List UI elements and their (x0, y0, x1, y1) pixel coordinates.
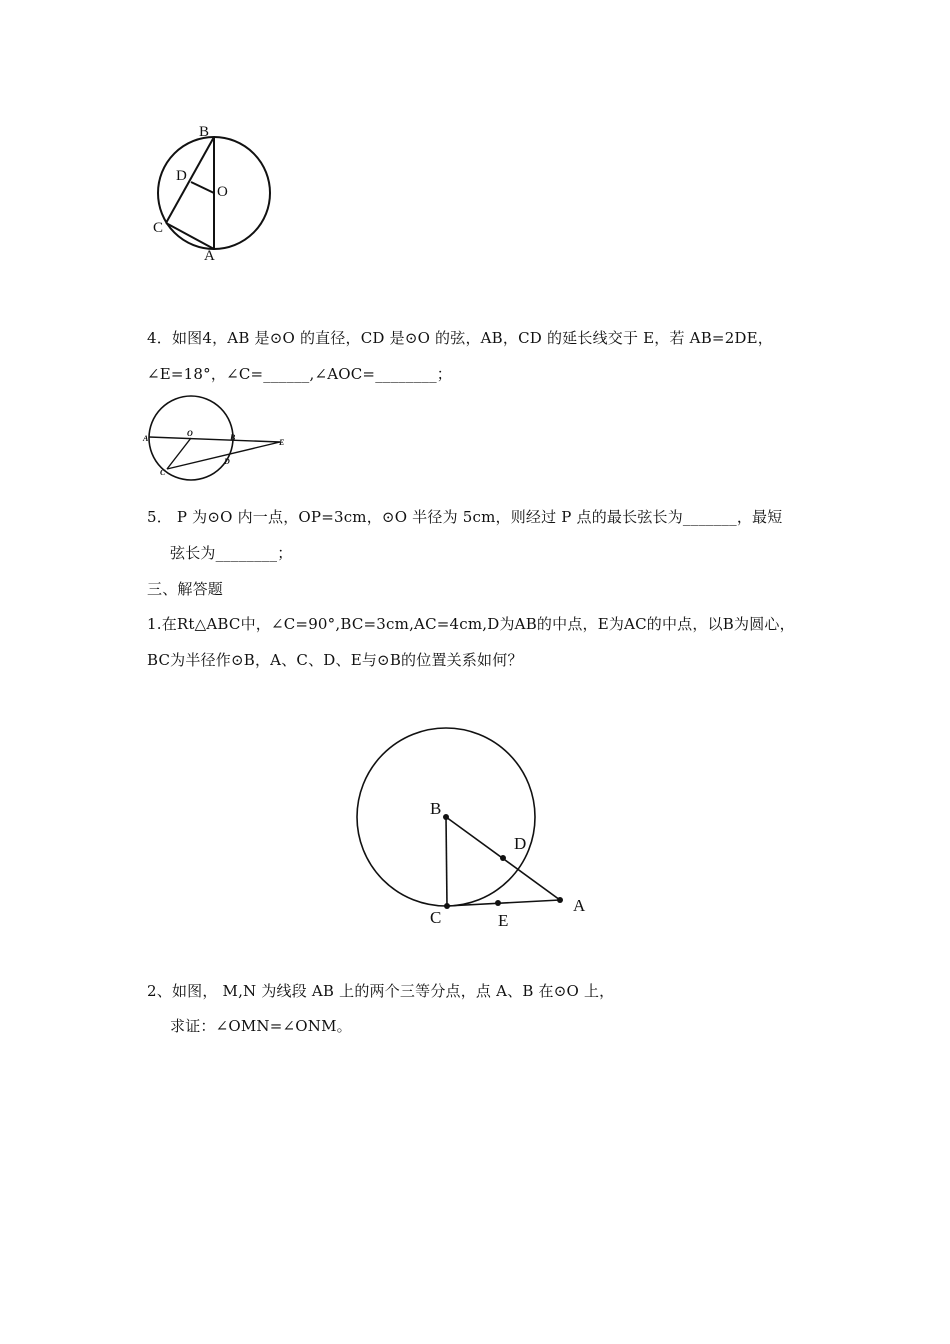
label-a: A (573, 896, 586, 915)
q4-line-1: 4．如图4，AB 是⊙O 的直径，CD 是⊙O 的弦，AB，CD 的延长线交于 E，若 AB=2DE， (147, 329, 774, 347)
q4-line-2: ∠E=18°，∠C=______,∠AOC=________； (147, 365, 452, 383)
segment-bc (446, 817, 447, 906)
label-d: D (224, 457, 230, 466)
q5-line-1: 5． P 为⊙O 内一点，OP=3cm，⊙O 半径为 5cm，则经过 P 点的最长弦长为_______，最短 (147, 508, 783, 526)
label-d: D (176, 168, 187, 184)
point-a (557, 897, 563, 903)
p1-line-2: BC为半径作⊙B，A、C、D、E与⊙B的位置关系如何？ (147, 651, 523, 669)
point-b (443, 814, 449, 820)
label-c: C (430, 908, 442, 927)
label-b: B (199, 124, 210, 140)
label-o: O (187, 429, 193, 438)
label-c: C (153, 220, 164, 236)
label-o: O (217, 184, 228, 200)
label-b: B (430, 799, 442, 818)
label-d: D (514, 834, 527, 853)
label-a: A (204, 248, 215, 264)
figure-circle-diameter-ab (145, 115, 285, 265)
figure-circle-secants-e (140, 393, 292, 483)
label-e: E (498, 911, 509, 930)
segment-bc (166, 137, 214, 223)
segment-do (191, 182, 214, 193)
label-a: A (143, 434, 149, 443)
point-e (495, 900, 501, 906)
section-heading: 三、解答题 (147, 580, 224, 598)
point-c (444, 903, 450, 909)
label-c: C (160, 468, 166, 477)
segment-ca (166, 223, 214, 249)
segment-ca (447, 900, 560, 906)
label-b: B (230, 433, 236, 442)
p2-line-1: 2、如图， M,N 为线段 AB 上的两个三等分点，点 A、B 在⊙O 上， (147, 982, 615, 1000)
p1-line-1: 1.在Rt△ABC中，∠C=90°,BC=3cm,AC=4cm,D为AB的中点，E为AC的中点，以B为圆心， (147, 615, 795, 633)
segment-ae (149, 437, 280, 442)
figure-circle-b-triangle (350, 725, 600, 935)
label-e: E (279, 438, 285, 447)
point-d (500, 855, 506, 861)
p2-line-2: 求证：∠OMN=∠ONM。 (170, 1017, 352, 1035)
q5-line-2: 弦长为________； (170, 544, 293, 562)
